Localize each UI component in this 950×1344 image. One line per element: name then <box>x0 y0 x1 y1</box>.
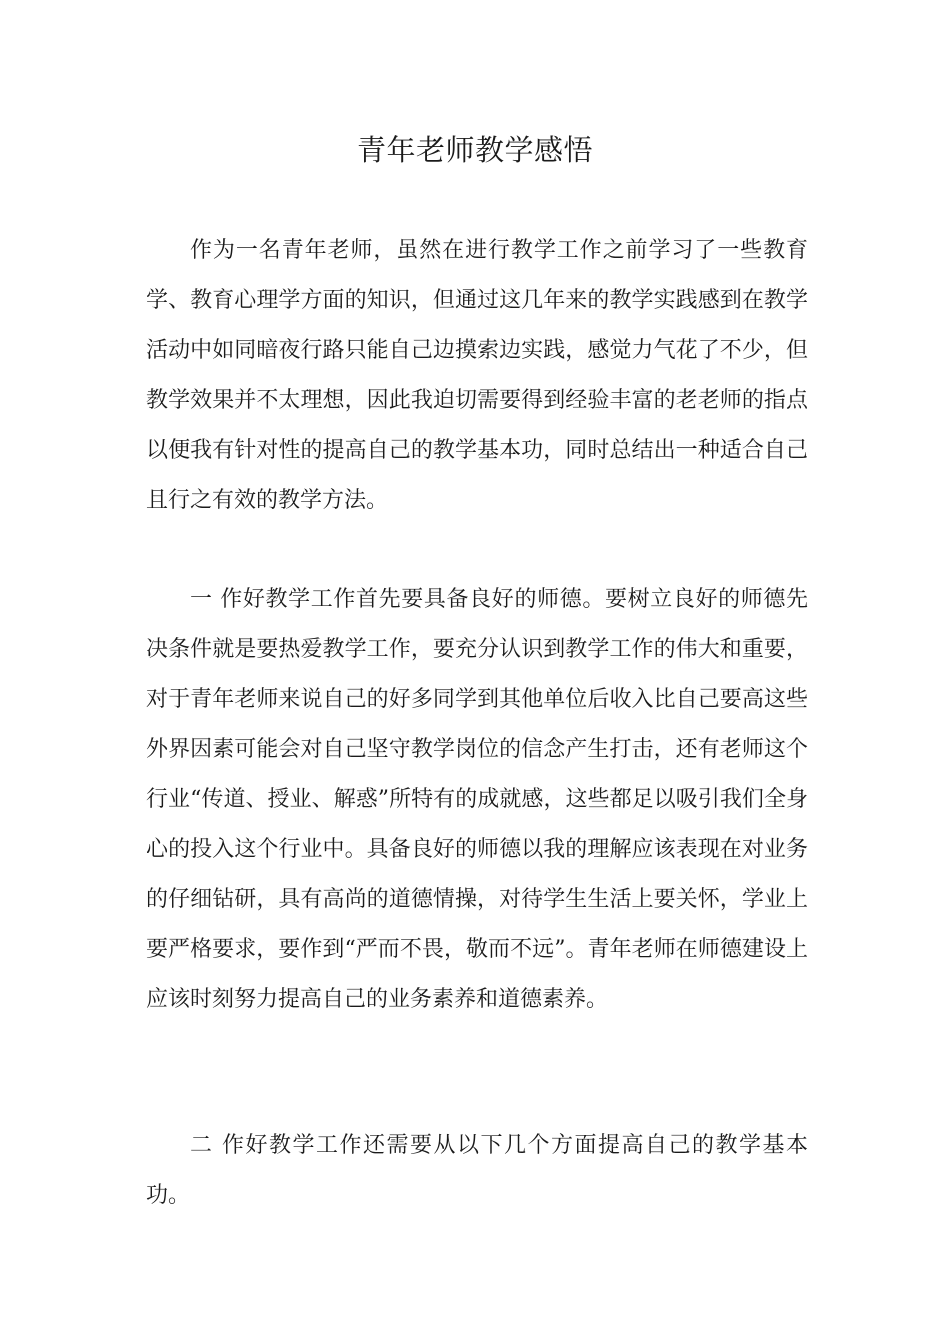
paragraph-section-one: 一 作好教学工作首先要具备良好的师德。要树立良好的师德先决条件就是要热爱教学工作，要充分认识到教学工作的伟大和重要，对于青年老师来说自己的好多同学到其他单位后收入比自己要高这些外界因素可能会对自己坚守教学岗位的信念产生打击，还有老师这个行业“传道、授业、解惑”所特有的成就感，这些都足以吸引我们全身心的投入这个行业中。具备良好的师德以我的理解应该表现在对业务的仔细钻研，具有高尚的道德情操，对待学生生活上要关怀，学业上要严格要求，要作到“严而不畏，敬而不远”。青年老师在师德建设上应该时刻努力提高自己的业务素养和道德素养。 <box>146 587 808 1012</box>
paragraph-section-two: 二 作好教学工作还需要从以下几个方面提高自己的教学基本功。 <box>146 1133 808 1208</box>
paragraph-intro: 作为一名青年老师，虽然在进行教学工作之前学习了一些教育学、教育心理学方面的知识，但通过这几年来的教学实践感到在教学活动中如同暗夜行路只能自己边摸索边实践，感觉力气花了不少，但教学效果并不太理想，因此我迫切需要得到经验丰富的老老师的指点以便我有针对性的提高自己的教学基本功，同时总结出一种适合自己且行之有效的教学方法。 <box>146 238 808 513</box>
document-title: 青年老师教学感悟 <box>356 133 593 167</box>
